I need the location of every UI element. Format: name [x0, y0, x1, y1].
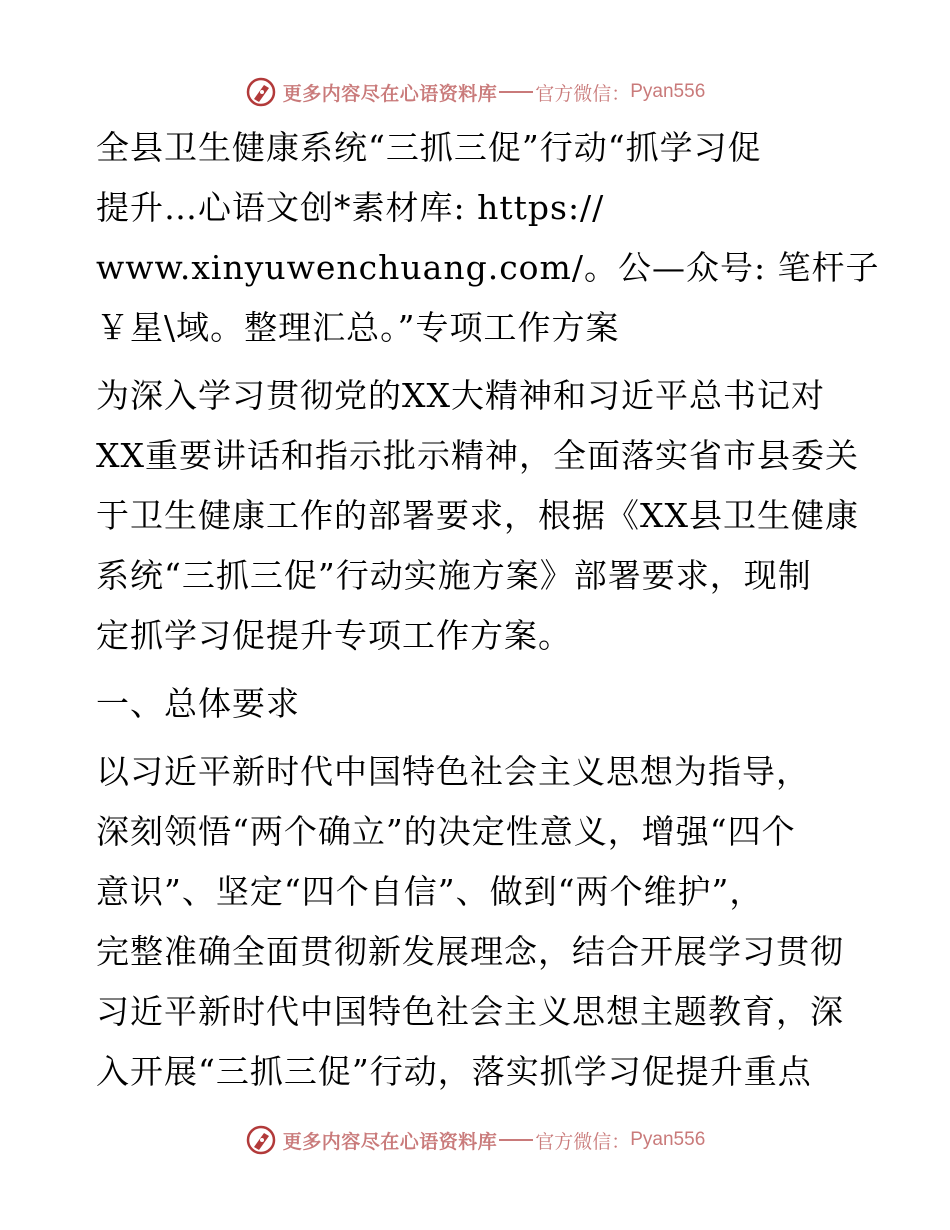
intro-line: 于卫生健康工作的部署要求，根据《XX县卫生健康 [96, 496, 859, 535]
intro-paragraph [96, 366, 859, 666]
intro-line: XX重要讲话和指示批示精神，全面落实省市县委关 [96, 436, 859, 475]
footer-watermark-banner [0, 1120, 950, 1160]
title-line: 提升…心语文创*素材库: https:// [96, 188, 605, 227]
banner-dash [499, 1139, 533, 1141]
intro-line: 系统“三抓三促”行动实施方案》部署要求，现制 [96, 556, 812, 595]
document-title [96, 118, 880, 358]
body-line: 以习近平新时代中国特色社会主义思想为指导， [96, 752, 810, 791]
body-line: 完整准确全面贯彻新发展理念，结合开展学习贯彻 [96, 932, 844, 971]
document-body [96, 118, 880, 1102]
banner-wechat-id: Pyan556 [630, 1129, 706, 1150]
intro-line: 为深入学习贯彻党的XX大精神和习近平总书记对 [96, 376, 825, 415]
body-line: 习近平新时代中国特色社会主义思想主题教育，深 [96, 992, 844, 1031]
header-watermark-banner [0, 72, 950, 112]
banner-dash [499, 91, 533, 93]
pen-nib-logo-icon [245, 76, 277, 108]
body-line: 深刻领悟“两个确立”的决定性意义，增强“四个 [96, 812, 796, 851]
title-line: 全县卫生健康系统“三抓三促”行动“抓学习促 [96, 128, 762, 167]
banner-official-label: 官方微信： [535, 82, 631, 105]
banner-brand-text: 更多内容尽在心语资料库 [282, 1130, 498, 1153]
banner-official-label: 官方微信： [535, 1130, 631, 1153]
body-line: 意识”、坚定“四个自信”、做到“两个维护”， [96, 872, 764, 911]
pen-nib-logo-icon [245, 1124, 277, 1156]
banner-brand-text: 更多内容尽在心语资料库 [282, 82, 498, 105]
section-heading-text: 一、总体要求 [96, 684, 300, 723]
title-line: ￥星\域。整理汇总。”专项工作方案 [96, 308, 620, 347]
section-heading [96, 674, 856, 734]
body-line: 入开展“三抓三促”行动，落实抓学习促提升重点 [96, 1052, 812, 1091]
title-line: www.xinyuwenchuang.com/。公—众号: 笔杆子 [96, 248, 880, 287]
body-paragraph [96, 742, 856, 1102]
banner-wechat-id: Pyan556 [630, 81, 706, 102]
intro-line: 定抓学习促提升专项工作方案。 [96, 616, 572, 655]
